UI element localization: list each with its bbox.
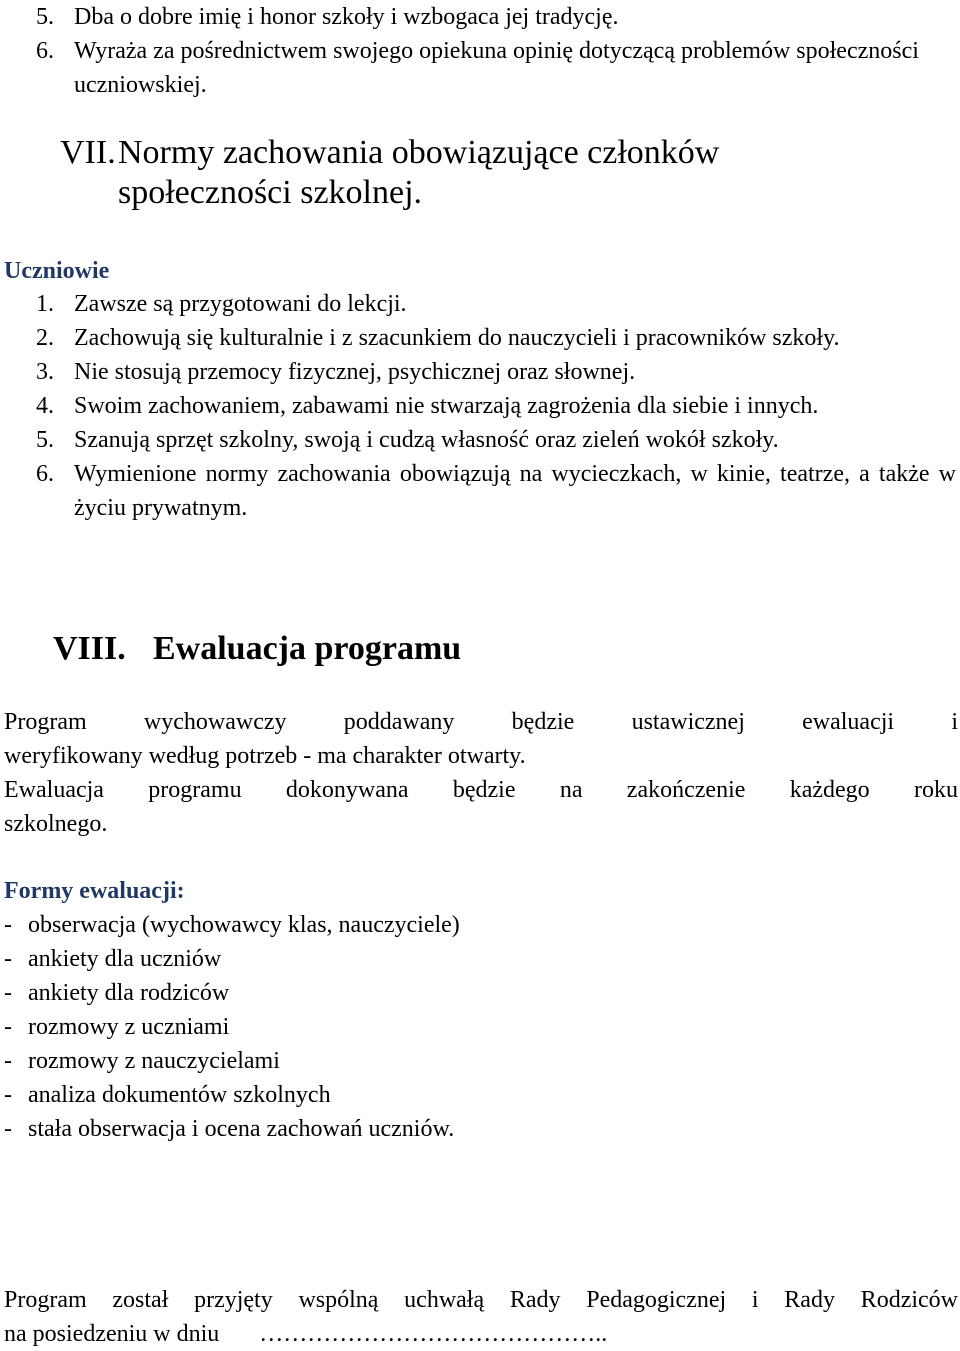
list-dash: - (4, 1048, 12, 1074)
list-item (36, 457, 956, 525)
list-item (36, 0, 956, 34)
list-item-number: 6. (36, 38, 54, 64)
adoption-statement (4, 1283, 958, 1351)
list-item (4, 1010, 460, 1044)
date-placeholder-dots: …………………………………….. (259, 1321, 608, 1347)
list-item-number: 1. (36, 291, 54, 317)
list-dash: - (4, 946, 12, 972)
list-dash: - (4, 1014, 12, 1040)
section-8-title: Ewaluacja programu (153, 630, 462, 667)
adoption-line: Program został przyjęty wspólną uchwałą Rady Pedagogicznej i Rady Rodziców (4, 1287, 958, 1313)
list-item-text: Nie stosują przemocy fizycznej, psychicznej oraz słownej. (74, 359, 636, 385)
section-7-title-line2: społeczności szkolnej. (118, 174, 423, 211)
list-item (36, 287, 956, 321)
list-item-number: 5. (36, 4, 54, 30)
uczniowie-heading: Uczniowie (4, 258, 110, 284)
top-numbered-list (36, 0, 956, 102)
list-item (36, 389, 956, 423)
formy-ewaluacji-heading: Formy ewaluacji: (4, 878, 185, 904)
list-dash: - (4, 1082, 12, 1108)
list-item-text: rozmowy z uczniami (28, 1014, 230, 1040)
section-7-heading (60, 133, 940, 213)
list-item-number: 2. (36, 325, 54, 351)
list-item (4, 1078, 460, 1112)
list-item-text: Zawsze są przygotowani do lekcji. (74, 291, 407, 317)
section-8-number: VIII. (53, 630, 126, 667)
list-item-text: obserwacja (wychowawcy klas, nauczyciele) (28, 912, 460, 938)
list-item (4, 1044, 460, 1078)
list-item (4, 1112, 460, 1146)
list-item (36, 355, 956, 389)
list-item (4, 942, 460, 976)
paragraph-line: Program wychowawczy poddawany będzie ustawicznej ewaluacji i (4, 709, 958, 735)
list-dash: - (4, 912, 12, 938)
list-item (4, 976, 460, 1010)
paragraph-line: weryfikowany według potrzeb - ma charakter otwarty. (4, 743, 526, 769)
list-item-number: 6. (36, 461, 54, 487)
uczniowie-list (36, 287, 956, 525)
list-item-number: 5. (36, 427, 54, 453)
list-item-text: analiza dokumentów szkolnych (28, 1082, 331, 1108)
list-item-text: Swoim zachowaniem, zabawami nie stwarzają zagrożenia dla siebie i innych. (74, 393, 819, 419)
paragraph-line: Ewaluacja programu dokonywana będzie na zakończenie każdego roku (4, 777, 958, 803)
list-item (36, 34, 956, 102)
list-item-text: Wymienione normy zachowania obowiązują na wycieczkach, w kinie, teatrze, a także w życiu prywatnym. (74, 461, 956, 521)
formy-ewaluacji-list (4, 908, 460, 1146)
list-item-text: Zachowują się kulturalnie i z szacunkiem do nauczycieli i pracowników szkoły. (74, 325, 840, 351)
list-item (36, 423, 956, 457)
list-item-text: ankiety dla uczniów (28, 946, 222, 972)
list-item-text: rozmowy z nauczycielami (28, 1048, 280, 1074)
list-item-text: Wyraża za pośrednictwem swojego opiekuna opinię dotyczącą problemów społeczności uczniowskiej. (74, 38, 919, 98)
list-item (4, 908, 460, 942)
list-item-text: stała obserwacja i ocena zachowań uczniów. (28, 1116, 455, 1142)
adoption-date-label: na posiedzeniu w dniu (4, 1321, 220, 1347)
section-7-number: VII. (60, 134, 116, 171)
paragraph-evaluation-timing (4, 773, 958, 841)
list-item-number: 3. (36, 359, 54, 385)
section-8-heading (53, 629, 461, 669)
list-item-number: 4. (36, 393, 54, 419)
list-item-text: Szanują sprzęt szkolny, swoją i cudzą własność oraz zieleń wokół szkoły. (74, 427, 779, 453)
list-dash: - (4, 980, 12, 1006)
paragraph-evaluation-intro (4, 705, 958, 773)
list-dash: - (4, 1116, 12, 1142)
section-7-title-line1: Normy zachowania obowiązujące członków (118, 134, 720, 171)
list-item-text: ankiety dla rodziców (28, 980, 230, 1006)
list-item-text: Dba o dobre imię i honor szkoły i wzbogaca jej tradycję. (74, 4, 619, 30)
list-item (36, 321, 956, 355)
paragraph-line: szkolnego. (4, 811, 108, 837)
